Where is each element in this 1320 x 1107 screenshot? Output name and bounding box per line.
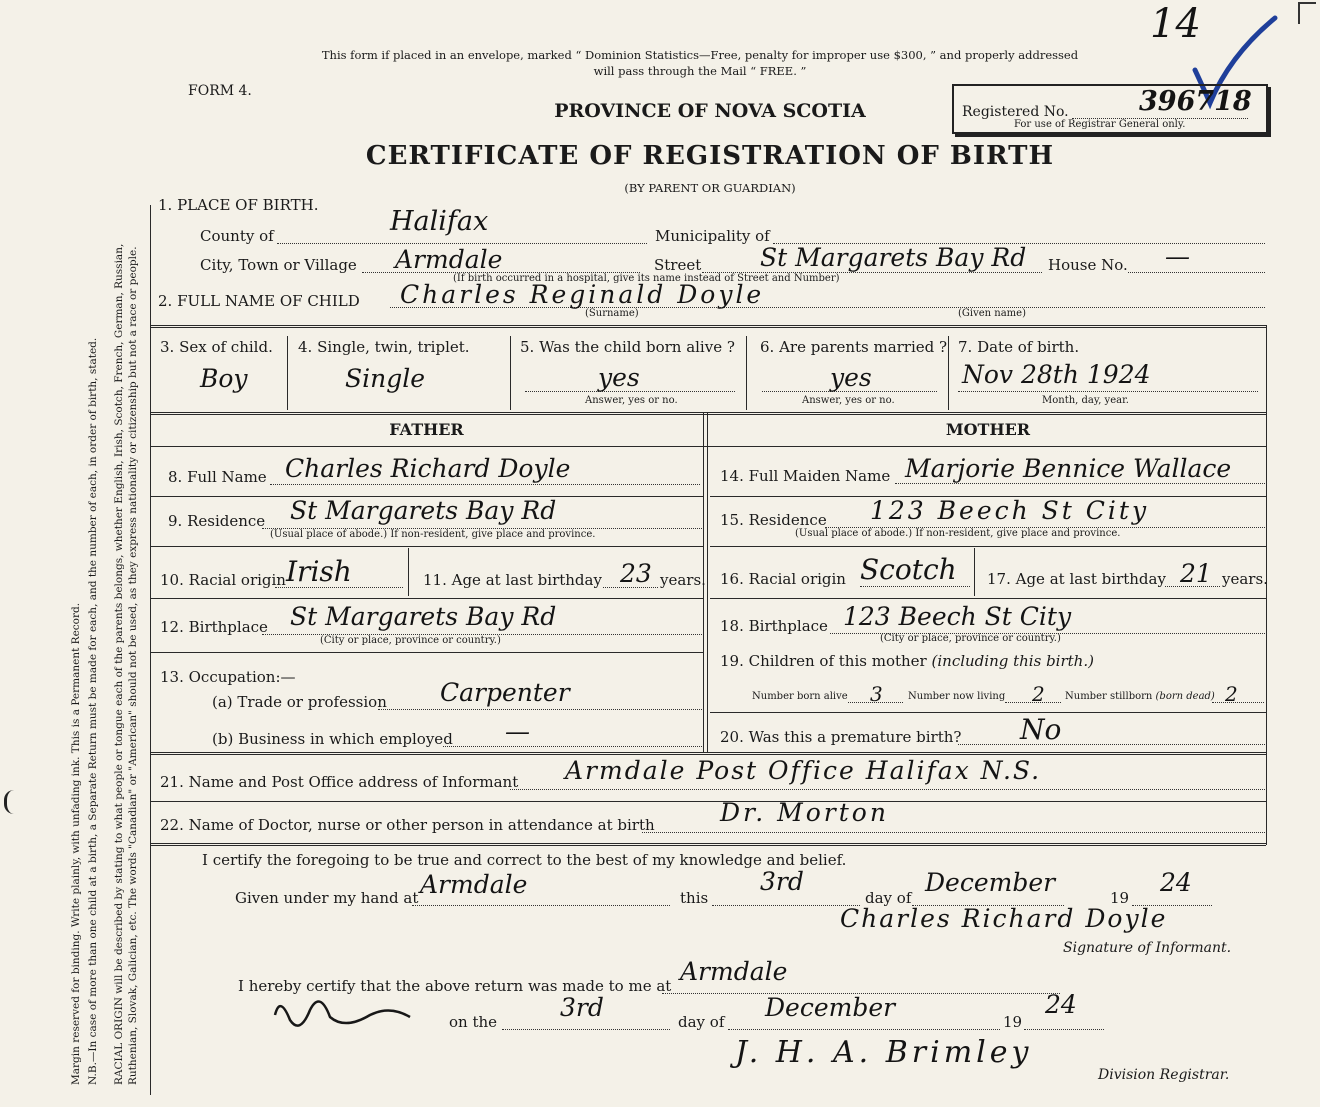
divider-before-certify [150,843,1266,846]
divider-after-name [150,325,1266,328]
street-value: St Margarets Bay Rd [760,243,1027,272]
mother-age-value: 21 [1180,559,1212,588]
stillborn-label-italic: (born dead) [1155,691,1215,702]
father-age-label: 11. Age at last birthday [423,571,602,589]
married-value: yes [830,363,872,392]
married-label: 6. Are parents married ? [760,338,948,356]
father-residence-label: 9. Residence [168,512,266,530]
mother-residence-label: 15. Residence [720,511,827,529]
page-number: 14 [1150,1,1201,47]
now-living-value: 2 [1032,682,1045,706]
dob-value: Nov 28th 1924 [962,360,1151,389]
city-value: Armdale [395,245,503,274]
child-name-value: Charles Reginald Doyle [400,280,765,309]
on-the-label: on the [449,1013,498,1031]
street-label: Street [654,256,702,274]
single-value: Single [345,364,426,393]
registrar-note: For use of Registrar General only. [1014,119,1186,130]
hole-punch-mark [4,790,17,814]
mother-years-label: years. [1222,570,1268,588]
registrar-day-of-label: day of [678,1013,725,1031]
mother-name-value: Marjorie Bennice Wallace [905,454,1232,483]
single-label: 4. Single, twin, triplet. [298,338,470,356]
premature-label: 20. Was this a premature birth? [720,728,962,746]
left-border [150,205,151,1095]
house-label: House No. [1048,256,1128,274]
house-value: — [1165,242,1190,271]
stillborn-label-main: Number stillborn [1065,691,1153,702]
children-label-italic: (including this birth.) [931,652,1094,670]
father-name-label: 8. Full Name [168,468,267,486]
father-name-value: Charles Richard Doyle [285,454,571,483]
mother-age-label: 17. Age at last birthday [987,570,1166,588]
given-label: Given under my hand at [235,889,419,907]
pen-flourish [270,995,420,1035]
dob-label: 7. Date of birth. [958,338,1080,356]
born-alive-value: 3 [870,682,883,706]
given-place-value: Armdale [420,870,528,899]
children-label [720,654,1094,669]
this-label: this [680,889,709,907]
postal-note-2: will pass through the Mail “ FREE. ” [593,64,807,78]
mother-heading: MOTHER [945,420,1031,439]
certify-statement: I certify the foregoing to be true and correct to the best of my knowledge and belief. [202,851,847,869]
county-label: County of [200,227,274,245]
registrar-year-value: 24 [1045,990,1077,1019]
occupation-label: 13. Occupation:— [160,668,296,686]
place-of-birth-label: 1. PLACE OF BIRTH. [158,196,319,214]
father-age-value: 23 [620,559,652,588]
certificate-subtitle: (BY PARENT OR GUARDIAN) [624,181,796,195]
sex-label: 3. Sex of child. [160,338,273,356]
city-label: City, Town or Village [200,256,357,274]
county-value: Halifax [390,206,489,237]
mother-birthplace-note: (City or place, province or country.) [880,633,1061,644]
trade-value: Carpenter [440,678,570,707]
father-birthplace-value: St Margarets Bay Rd [290,602,557,631]
child-name-label: 2. FULL NAME OF CHILD [158,292,360,310]
sex-value: Boy [200,364,248,393]
father-racial-value: Irish [286,555,352,588]
business-label: (b) Business in which employed [212,730,453,748]
father-years-label: years. [660,571,706,589]
premature-value: No [1020,713,1062,746]
dob-note: Month, day, year. [1042,395,1129,406]
mother-birthplace-label: 18. Birthplace [720,617,828,635]
registrar-caption: Division Registrar. [1098,1067,1230,1083]
mother-residence-value: 123 Beech St City [870,496,1150,525]
informant-value: Armdale Post Office Halifax N.S. [565,756,1042,785]
stillborn-value: 2 [1225,682,1238,706]
registrar-place-value: Armdale [680,957,788,986]
margin-note-binding: Margin reserved for binding. Write plainly, with unfading ink. This is a Permanent Record. [70,602,82,1085]
father-residence-value: St Margarets Bay Rd [290,496,557,525]
province-heading: PROVINCE OF NOVA SCOTIA [554,100,866,122]
given-day-value: 3rd [760,867,804,896]
doctor-value: Dr. Morton [720,798,889,827]
hospital-note: (If birth occurred in a hospital, give its name instead of Street and Number) [453,273,840,284]
father-racial-label: 10. Racial origin [160,571,286,589]
now-living-label: Number now living [908,691,1006,702]
mother-racial-value: Scotch [860,553,957,586]
registrar-signature: J. H. A. Brimley [735,1035,1033,1070]
signature-caption: Signature of Informant. [1063,940,1232,956]
registered-number-box [952,84,1268,134]
margin-note-racial-origin-cont: Ruthenian, Slovak, Galician, etc. The words "Canadian" or "American" should not be used, as they express nationality or citizenship but not a race or people. [127,246,139,1085]
informant-label: 21. Name and Post Office address of Informant [160,773,519,791]
form-number: FORM 4. [188,83,252,99]
trade-label: (a) Trade or profession [212,693,387,711]
mother-racial-label: 16. Racial origin [720,570,846,588]
municipality-label: Municipality of [655,227,770,245]
certificate-title: CERTIFICATE OF REGISTRATION OF BIRTH [365,141,1055,171]
margin-note-racial-origin: RACIAL ORIGIN will be described by stating to what people or tongue each of the parents belongs, whether English, Irish, Scotch, French, German, Russian, [113,243,125,1085]
married-answer-note: Answer, yes or no. [802,395,895,406]
registered-label: Registered No. [962,104,1069,120]
divider-after-parents [150,752,1266,755]
born-alive-label: Number born alive [752,691,848,702]
postal-note-1: This form if placed in an envelope, marked “ Dominion Statistics—Free, penalty for improper use $300, ” and properly addressed [321,48,1079,62]
doctor-label: 22. Name of Doctor, nurse or other person in attendance at birth [160,816,655,834]
mother-residence-note: (Usual place of abode.) If non-resident, give place and province. [795,528,1121,539]
registrar-day-value: 3rd [560,993,604,1022]
father-residence-note: (Usual place of abode.) If non-resident, give place and province. [270,529,596,540]
registrar-year-prefix: 19 [1003,1013,1023,1031]
alive-label: 5. Was the child born alive ? [520,338,735,356]
corner-mark [1298,2,1316,24]
mother-birthplace-value: 123 Beech St City [843,602,1072,631]
alive-value: yes [598,363,640,392]
business-value: — [505,717,530,746]
registered-value: 396718 [1139,86,1252,117]
given-name-note: (Given name) [958,308,1026,319]
informant-signature: Charles Richard Doyle [840,904,1168,933]
stillborn-label [1065,692,1215,702]
alive-answer-note: Answer, yes or no. [585,395,678,406]
given-year-value: 24 [1160,868,1192,897]
mother-name-label: 14. Full Maiden Name [720,467,891,485]
children-label-main: 19. Children of this mother [720,652,927,670]
registrar-statement: I hereby certify that the above return was made to me at [238,977,672,995]
margin-note-multiple-births: N.B.—In case of more than one child at a birth, a Separate Return must be made for each, and the number of each, in order of birth, stated. [87,337,99,1085]
given-year-prefix: 19 [1110,889,1130,907]
given-month-value: December [925,868,1056,897]
given-day-of-label: day of [865,889,912,907]
father-heading: FATHER [389,420,464,439]
divider-after-row3 [150,412,1266,415]
registrar-month-value: December [765,993,896,1022]
father-birthplace-note: (City or place, province or country.) [320,635,501,646]
surname-note: (Surname) [585,308,639,319]
father-birthplace-label: 12. Birthplace [160,618,268,636]
